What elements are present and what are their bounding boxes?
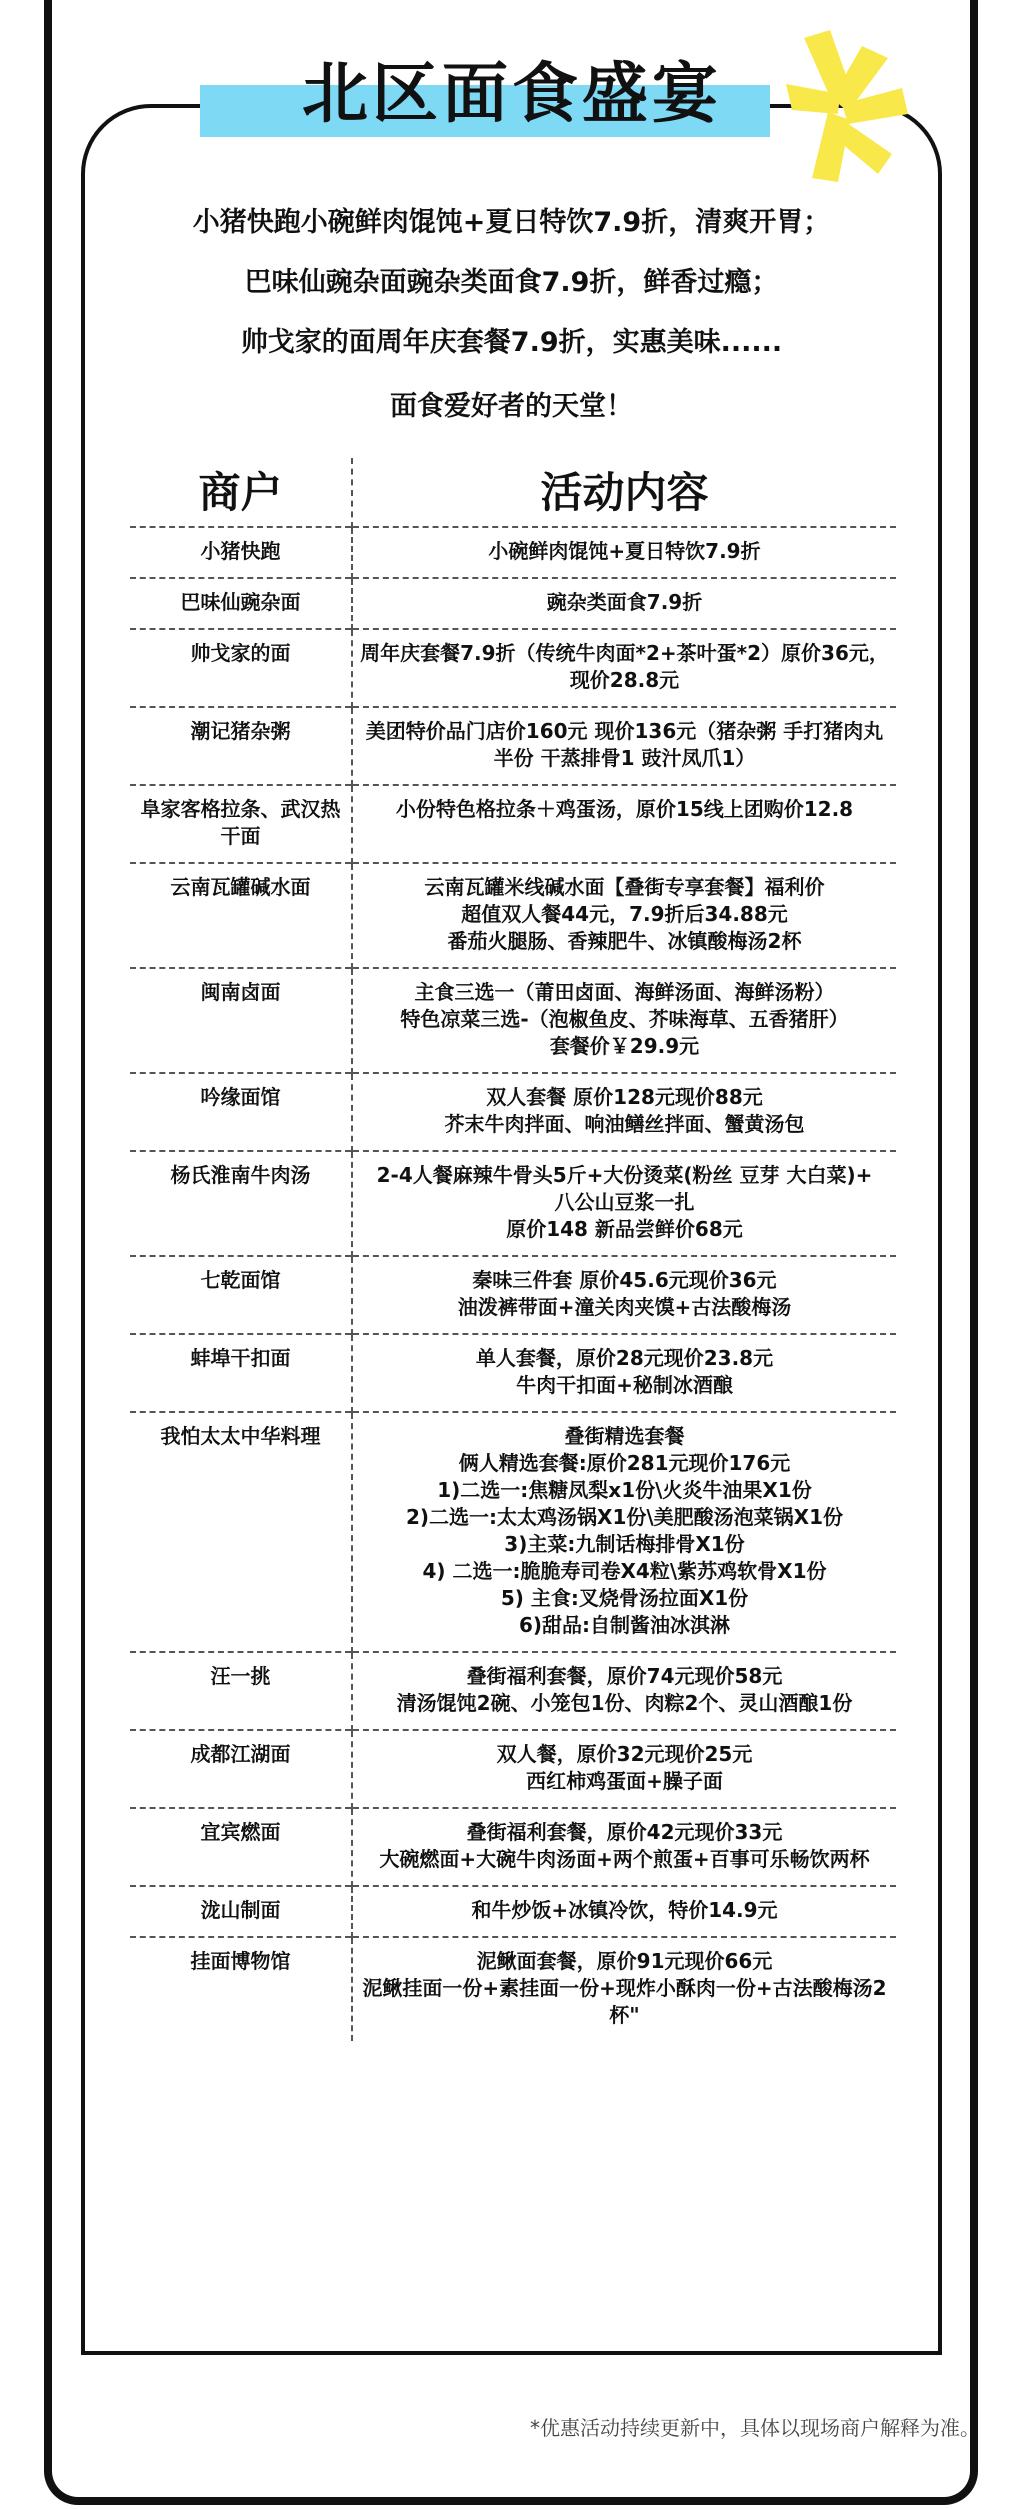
activity-detail: 秦味三件套 原价45.6元现价36元 油泼裤带面+潼关肉夹馍+古法酸梅汤 xyxy=(352,1256,896,1334)
merchant-name: 我怕太太中华料理 xyxy=(130,1412,352,1652)
table-row xyxy=(130,527,896,578)
activity-detail: 小份特色格拉条＋鸡蛋汤，原价15线上团购价12.8 xyxy=(352,785,896,863)
activity-detail: 主食三选一（莆田卤面、海鲜汤面、海鲜汤粉） 特色凉菜三选-（泡椒鱼皮、芥味海草、五香猪肝） 套餐价￥29.9元 xyxy=(352,968,896,1073)
table-row xyxy=(130,1937,896,2041)
merchant-name: 杨氏淮南牛肉汤 xyxy=(130,1151,352,1256)
promotion-table xyxy=(130,458,896,2041)
activity-detail: 叠街福利套餐，原价42元现价33元 大碗燃面+大碗牛肉汤面+两个煎蛋+百事可乐畅饮两杯 xyxy=(352,1808,896,1886)
intro-line: 巴味仙豌杂面豌杂类面食7.9折，鲜香过瘾； xyxy=(244,267,779,298)
merchant-column-header: 商户 xyxy=(130,458,352,527)
activity-detail: 云南瓦罐米线碱水面【叠街专享套餐】福利价 超值双人餐44元，7.9折后34.88元 番茄火腿肠、香辣肥牛、冰镇酸梅汤2杯 xyxy=(352,863,896,968)
table-row xyxy=(130,1412,896,1652)
activity-detail: 周年庆套餐7.9折（传统牛肉面*2+茶叶蛋*2）原价36元，现价28.8元 xyxy=(352,629,896,707)
table-row xyxy=(130,1886,896,1937)
merchant-name: 吟缘面馆 xyxy=(130,1073,352,1151)
activity-detail: 豌杂类面食7.9折 xyxy=(352,578,896,629)
merchant-name: 成都江湖面 xyxy=(130,1730,352,1808)
table-row xyxy=(130,707,896,785)
activity-detail: 双人套餐 原价128元现价88元 芥末牛肉拌面、响油鳝丝拌面、蟹黄汤包 xyxy=(352,1073,896,1151)
table-row xyxy=(130,629,896,707)
merchant-name: 闽南卤面 xyxy=(130,968,352,1073)
table-row xyxy=(130,1808,896,1886)
intro-line: 小猪快跑小碗鲜肉馄饨+夏日特饮7.9折，清爽开胃； xyxy=(192,207,831,238)
page-title: 北区面食盛宴 xyxy=(302,55,722,132)
merchant-name: 云南瓦罐碱水面 xyxy=(130,863,352,968)
intro-line: 面食爱好者的天堂！ xyxy=(390,391,633,422)
activity-detail: 2-4人餐麻辣牛骨头5斤+大份烫菜(粉丝 豆芽 大白菜)+ 八公山豆浆一扎 原价148 新品尝鲜价68元 xyxy=(352,1151,896,1256)
table-row xyxy=(130,1652,896,1730)
activity-detail: 美团特价品门店价160元 现价136元（猪杂粥 手打猪肉丸半份 干蒸排骨1 豉汁凤爪1） xyxy=(352,707,896,785)
merchant-name: 潮记猪杂粥 xyxy=(130,707,352,785)
table-row xyxy=(130,1151,896,1256)
activity-detail: 泥鳅面套餐，原价91元现价66元 泥鳅挂面一份+素挂面一份+现炸小酥肉一份+古法酸梅汤2杯" xyxy=(352,1937,896,2041)
merchant-name: 小猪快跑 xyxy=(130,527,352,578)
merchant-name: 帅戈家的面 xyxy=(130,629,352,707)
activity-detail: 小碗鲜肉馄饨+夏日特饮7.9折 xyxy=(352,527,896,578)
footnote: *优惠活动持续更新中，具体以现场商户解释为准。 xyxy=(530,2416,980,2440)
table-row xyxy=(130,863,896,968)
merchant-name: 阜家客格拉条、武汉热干面 xyxy=(130,785,352,863)
table-header-row xyxy=(130,458,896,527)
merchant-name: 蚌埠干扣面 xyxy=(130,1334,352,1412)
merchant-name: 挂面博物馆 xyxy=(130,1937,352,2041)
intro-line: 帅戈家的面周年庆套餐7.9折，实惠美味...... xyxy=(240,327,783,358)
activity-column-header: 活动内容 xyxy=(540,468,709,517)
merchant-name: 宜宾燃面 xyxy=(130,1808,352,1886)
merchant-name: 七乾面馆 xyxy=(130,1256,352,1334)
merchant-name: 泷山制面 xyxy=(130,1886,352,1937)
intro-text xyxy=(81,193,942,437)
table-row xyxy=(130,1073,896,1151)
activity-detail: 叠街福利套餐，原价74元现价58元 清汤馄饨2碗、小笼包1份、肉粽2个、灵山酒酿1份 xyxy=(352,1652,896,1730)
merchant-name: 汪一挑 xyxy=(130,1652,352,1730)
merchant-name: 巴味仙豌杂面 xyxy=(130,578,352,629)
table-row xyxy=(130,1256,896,1334)
table-row xyxy=(130,785,896,863)
table-row xyxy=(130,578,896,629)
table-row xyxy=(130,1334,896,1412)
activity-detail: 和牛炒饭+冰镇冷饮，特价14.9元 xyxy=(352,1886,896,1937)
activity-detail: 双人餐，原价32元现价25元 西红柿鸡蛋面+臊子面 xyxy=(352,1730,896,1808)
table-row xyxy=(130,968,896,1073)
activity-detail: 叠街精选套餐 俩人精选套餐:原价281元现价176元 1)二选一:焦糖凤梨x1份\火炎牛油果X1份 2)二选一:太太鸡汤锅X1份\美肥酸汤泡菜锅X1份 3)主菜:九制话梅排骨X1份 4) 二选一:脆脆寿司卷X4粒\紫苏鸡软骨X1份 5) 主食:叉烧骨汤拉面X1份 6)甜品:自制酱油冰淇淋 xyxy=(352,1412,896,1652)
activity-detail: 单人套餐，原价28元现价23.8元 牛肉干扣面+秘制冰酒酿 xyxy=(352,1334,896,1412)
table-row xyxy=(130,1730,896,1808)
